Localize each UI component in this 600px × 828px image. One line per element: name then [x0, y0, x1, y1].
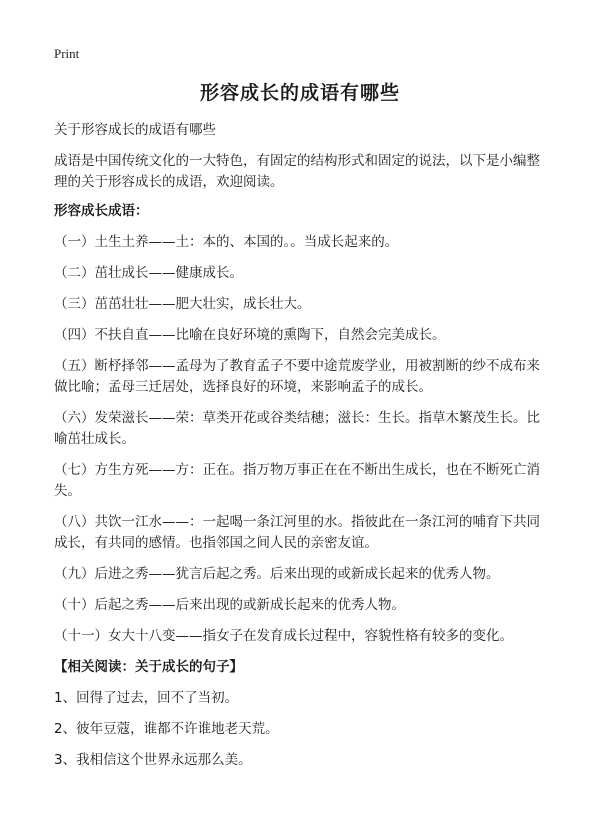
idiom-item: （四）不扶自直——比喻在良好环境的熏陶下，自然会完美成长。	[54, 327, 446, 343]
page-title: 形容成长的成语有哪些	[199, 82, 400, 104]
idiom-item: （十一）女大十八变——指女子在发育成长过程中，容貌性格有较多的变化。	[54, 628, 513, 644]
idiom-item: （五）断杼择邻——孟母为了教育孟子不要中途荒废学业，用被割断的纱不成布来做比喻；孟母三迁居处，选择良好的环境，来影响孟子的成长。	[54, 358, 540, 395]
document-subtitle: 关于形容成长的成语有哪些	[54, 122, 216, 138]
idiom-item: （八）共饮一江水——：一起喝一条江河里的水。指彼此在一条江河的哺育下共同成长，有共同的感情。也指邻国之间人民的亲密友谊。	[54, 514, 540, 551]
document-body	[54, 120, 544, 781]
idiom-item: （二）茁壮成长——健康成长。	[54, 265, 243, 281]
idiom-item: （一）土生土养——土：本的、本国的。。当成长起来的。	[54, 234, 399, 250]
sentence-item: 2、彼年豆蔻，谁都不许谁地老天荒。	[54, 721, 279, 737]
section-heading: 形容成长成语：	[54, 203, 149, 219]
sentence-item: 3、我相信这个世界永远那么美。	[54, 752, 252, 768]
print-label: Print	[54, 46, 80, 61]
sentence-item: 1、回得了过去，回不了当初。	[54, 690, 239, 706]
related-reading-heading: 【相关阅读：关于成长的句子】	[54, 659, 243, 675]
idiom-item: （三）茁茁壮壮——肥大壮实，成长壮大。	[54, 296, 311, 312]
idiom-item: （六）发荣滋长——荣：草类开花或谷类结穗；滋长：生长。指草木繁茂生长。比喻茁壮成长。	[54, 410, 540, 447]
sentence-list	[54, 688, 544, 771]
idiom-item: （十）后起之秀——后来出现的或新成长起来的优秀人物。	[54, 597, 405, 613]
idiom-item: （七）方生方死——方：正在。指万物万事正在在不断出生成长，也在不断死亡消失。	[54, 462, 540, 499]
idiom-list	[54, 232, 544, 647]
idiom-item: （九）后进之秀——犹言后起之秀。后来出现的或新成长起来的优秀人物。	[54, 566, 500, 582]
intro-paragraph: 成语是中国传统文化的一大特色，有固定的结构形式和固定的说法，以下是小编整理的关于形容成长的成语，欢迎阅读。	[54, 153, 540, 190]
